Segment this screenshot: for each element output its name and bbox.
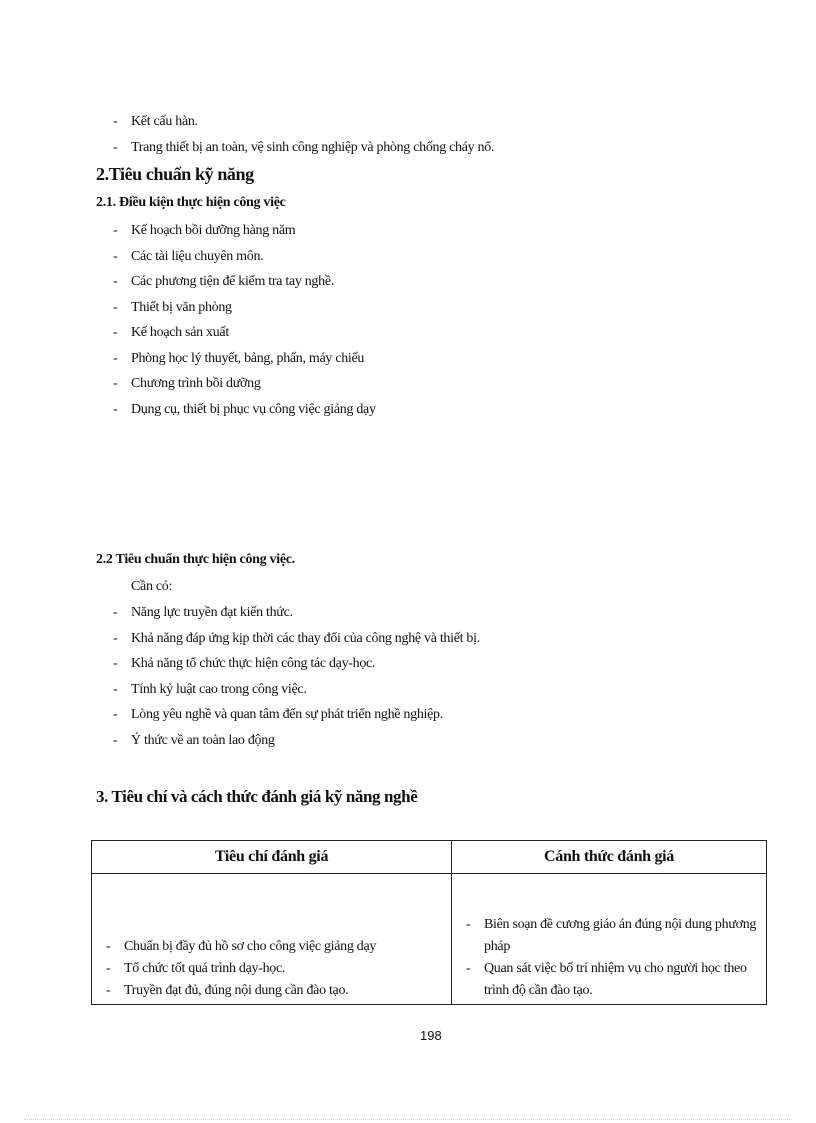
list-item: - Tổ chức tốt quá trình dạy-học. [106,961,286,976]
list-item: - Quan sát việc bố trí nhiệm vụ cho người học theo trình độ cần đào tạo. [466,961,747,998]
top-list [113,113,494,164]
method-cell [452,874,767,1005]
list-item: - Truyền đạt đủ, đúng nội dung cần đào tạo. [106,983,349,998]
list-item: - Kết cấu hàn. [113,114,198,129]
list-item: - Khả năng tổ chức thực hiện công tác dạy-học. [113,656,376,671]
table-row [92,874,767,1005]
list-item: - Các tài liệu chuyên môn. [113,248,264,264]
list-item: - Trang thiết bị an toàn, vệ sinh công nghiệp và phòng chống cháy nổ. [113,139,495,155]
table-header-criteria: Tiêu chí đánh giá [92,841,452,874]
evaluation-table [91,840,767,1005]
criteria-cell [92,874,452,1005]
subsection-2-2-heading: 2.2 Tiêu chuẩn thực hiện công việc. [96,552,295,567]
list-item: - Lòng yêu nghề và quan tâm đến sự phát triển nghề nghiệp. [113,707,443,722]
standards-list [113,604,480,757]
list-item: - Kế hoạch bồi dưỡng hàng năm [113,223,296,238]
list-item: - Các phương tiện để kiểm tra tay nghề. [113,274,334,289]
page-number: 198 [420,1028,442,1043]
list-item: - Khả năng đáp ứng kịp thời các thay đổi của công nghệ và thiết bị. [113,630,480,646]
list-item: - Năng lực truyền đạt kiến thức. [113,605,293,620]
section-3-heading: 3. Tiêu chí và cách thức đánh giá kỹ năng nghề [96,787,418,806]
list-item: - Chương trình bồi dưỡng [113,376,261,391]
list-item: - Chuẩn bị đầy đủ hồ sơ cho công việc giảng dạy [106,939,377,954]
list-item: - Ý thức về an toàn lao động [113,732,275,748]
list-item: - Biên soạn đề cương giáo án đúng nội dung phương pháp [466,917,757,954]
list-item: - Thiết bị văn phòng [113,299,232,315]
footer-divider [24,1119,792,1120]
list-item: - Phòng học lý thuyết, bảng, phấn, máy chiếu [113,350,365,366]
table-header-row [92,841,767,874]
subsection-2-1-heading: 2.1. Điều kiện thực hiện công việc [96,195,286,210]
list-item: - Tính kỷ luật cao trong công việc. [113,681,307,697]
list-item: - Dụng cụ, thiết bị phục vụ công việc giảng dạy [113,401,376,417]
list-item: - Kế hoạch sản xuất [113,325,229,340]
section-2-heading: 2.Tiêu chuẩn kỹ năng [96,164,254,184]
conditions-list [113,222,376,426]
subsection-2-2-intro: Cần có: [131,579,173,594]
table-header-method: Cánh thức đánh giá [452,841,767,874]
